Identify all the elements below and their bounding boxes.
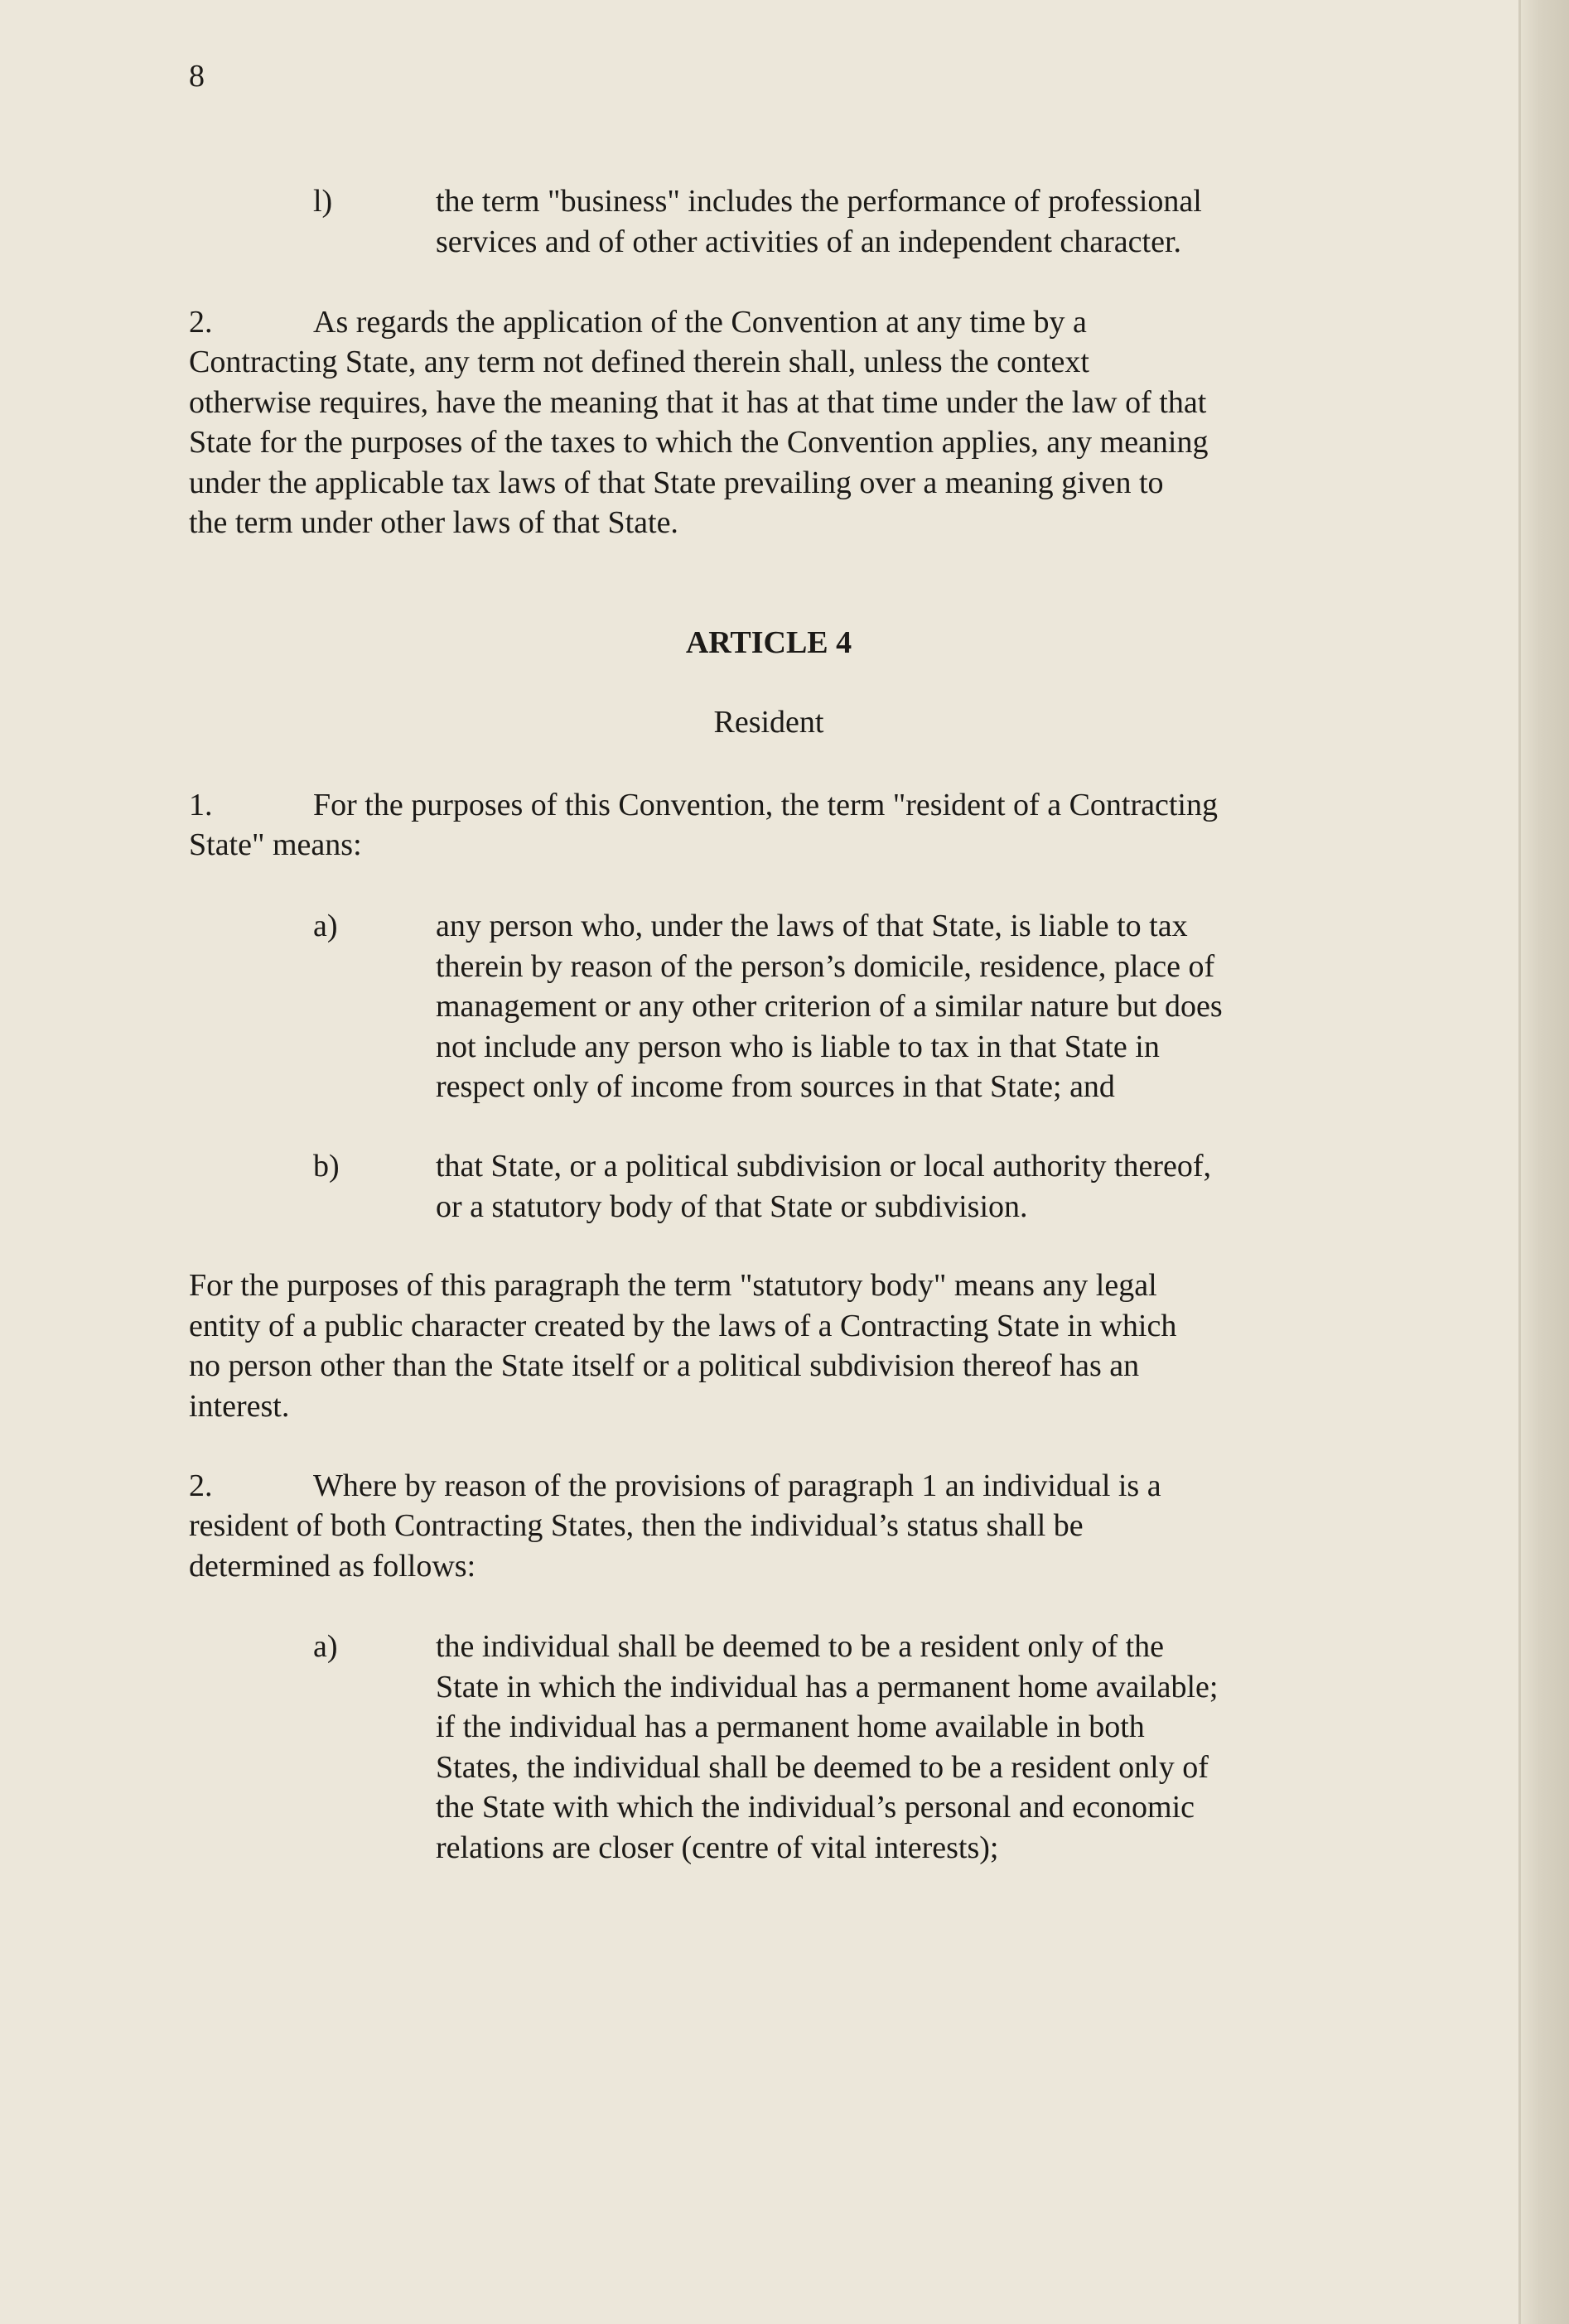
text-line: not include any person who is liable to tax in that State in [436, 1029, 1160, 1064]
paragraph-number: 1. [189, 788, 213, 822]
item-label: a) [313, 1629, 338, 1664]
paragraph-first-line: For the purposes of this Convention, the term "resident of a Contracting [313, 788, 1218, 822]
text-line: respect only of income from sources in that State; and [436, 1069, 1115, 1104]
text-line: management or any other criterion of a similar nature but does [436, 989, 1223, 1024]
item-text [436, 1146, 1347, 1227]
text-line: therein by reason of the person’s domicile, residence, place of [436, 948, 1215, 984]
definition-label: l) [313, 184, 333, 219]
paragraph-body [189, 825, 1349, 865]
item-text [436, 1627, 1347, 1868]
definition-text [436, 181, 1347, 262]
paragraph-body [189, 1506, 1349, 1586]
page-edge-shadow [1519, 0, 1569, 2324]
paragraph-body [189, 342, 1349, 543]
text-line: the State with which the individual’s personal and economic [436, 1790, 1195, 1825]
paragraph-first-line: As regards the application of the Convention at any time by a [313, 305, 1087, 340]
paragraph-number: 2. [189, 1468, 213, 1503]
text-line: State for the purposes of the taxes to which the Convention applies, any meaning [189, 425, 1209, 460]
text-line: otherwise requires, have the meaning that it has at that time under the law of that [189, 384, 1207, 420]
text-line: interest. [189, 1388, 290, 1424]
item-text [436, 906, 1347, 1107]
text-line: determined as follows: [189, 1548, 476, 1584]
paragraph-number: 2. [189, 305, 213, 340]
text-line: State" means: [189, 827, 362, 862]
text-line: entity of a public character created by the laws of a Contracting State in which [189, 1308, 1177, 1343]
item-label: b) [313, 1149, 340, 1184]
text-line: States, the individual shall be deemed to be a resident only of [436, 1749, 1209, 1785]
text-line: if the individual has a permanent home available in both [436, 1709, 1145, 1744]
page-edge-line [1518, 0, 1521, 2324]
text-line: or a statutory body of that State or subdivision. [436, 1189, 1028, 1224]
text-line: that State, or a political subdivision or local authority thereof, [436, 1149, 1212, 1184]
text-line: under the applicable tax laws of that State prevailing over a meaning given to [189, 465, 1164, 500]
text-line: the term under other laws of that State. [189, 505, 678, 540]
text-line: any person who, under the laws of that State, is liable to tax [436, 909, 1188, 943]
text-line: the term "business" includes the performance of professional [436, 184, 1202, 219]
page-number: 8 [189, 59, 205, 94]
text-line: the individual shall be deemed to be a resident only of the [436, 1629, 1165, 1664]
text-line: services and of other activities of an independent character. [436, 224, 1181, 259]
text-line: relations are closer (centre of vital interests); [436, 1830, 999, 1865]
text-line: no person other than the State itself or a political subdivision thereof has an [189, 1348, 1140, 1383]
paragraph-first-line: Where by reason of the provisions of paragraph 1 an individual is a [313, 1468, 1161, 1503]
text-line: resident of both Contracting States, then the individual’s status shall be [189, 1508, 1084, 1543]
article-heading: ARTICLE 4 [685, 625, 852, 660]
article-subheading: Resident [713, 705, 824, 740]
item-label: a) [313, 909, 338, 943]
text-line: Contracting State, any term not defined therein shall, unless the context [189, 345, 1089, 379]
statutory-body-paragraph [189, 1266, 1349, 1426]
text-line: For the purposes of this paragraph the term "statutory body" means any legal [189, 1268, 1157, 1303]
text-line: State in which the individual has a permanent home available; [436, 1669, 1219, 1704]
